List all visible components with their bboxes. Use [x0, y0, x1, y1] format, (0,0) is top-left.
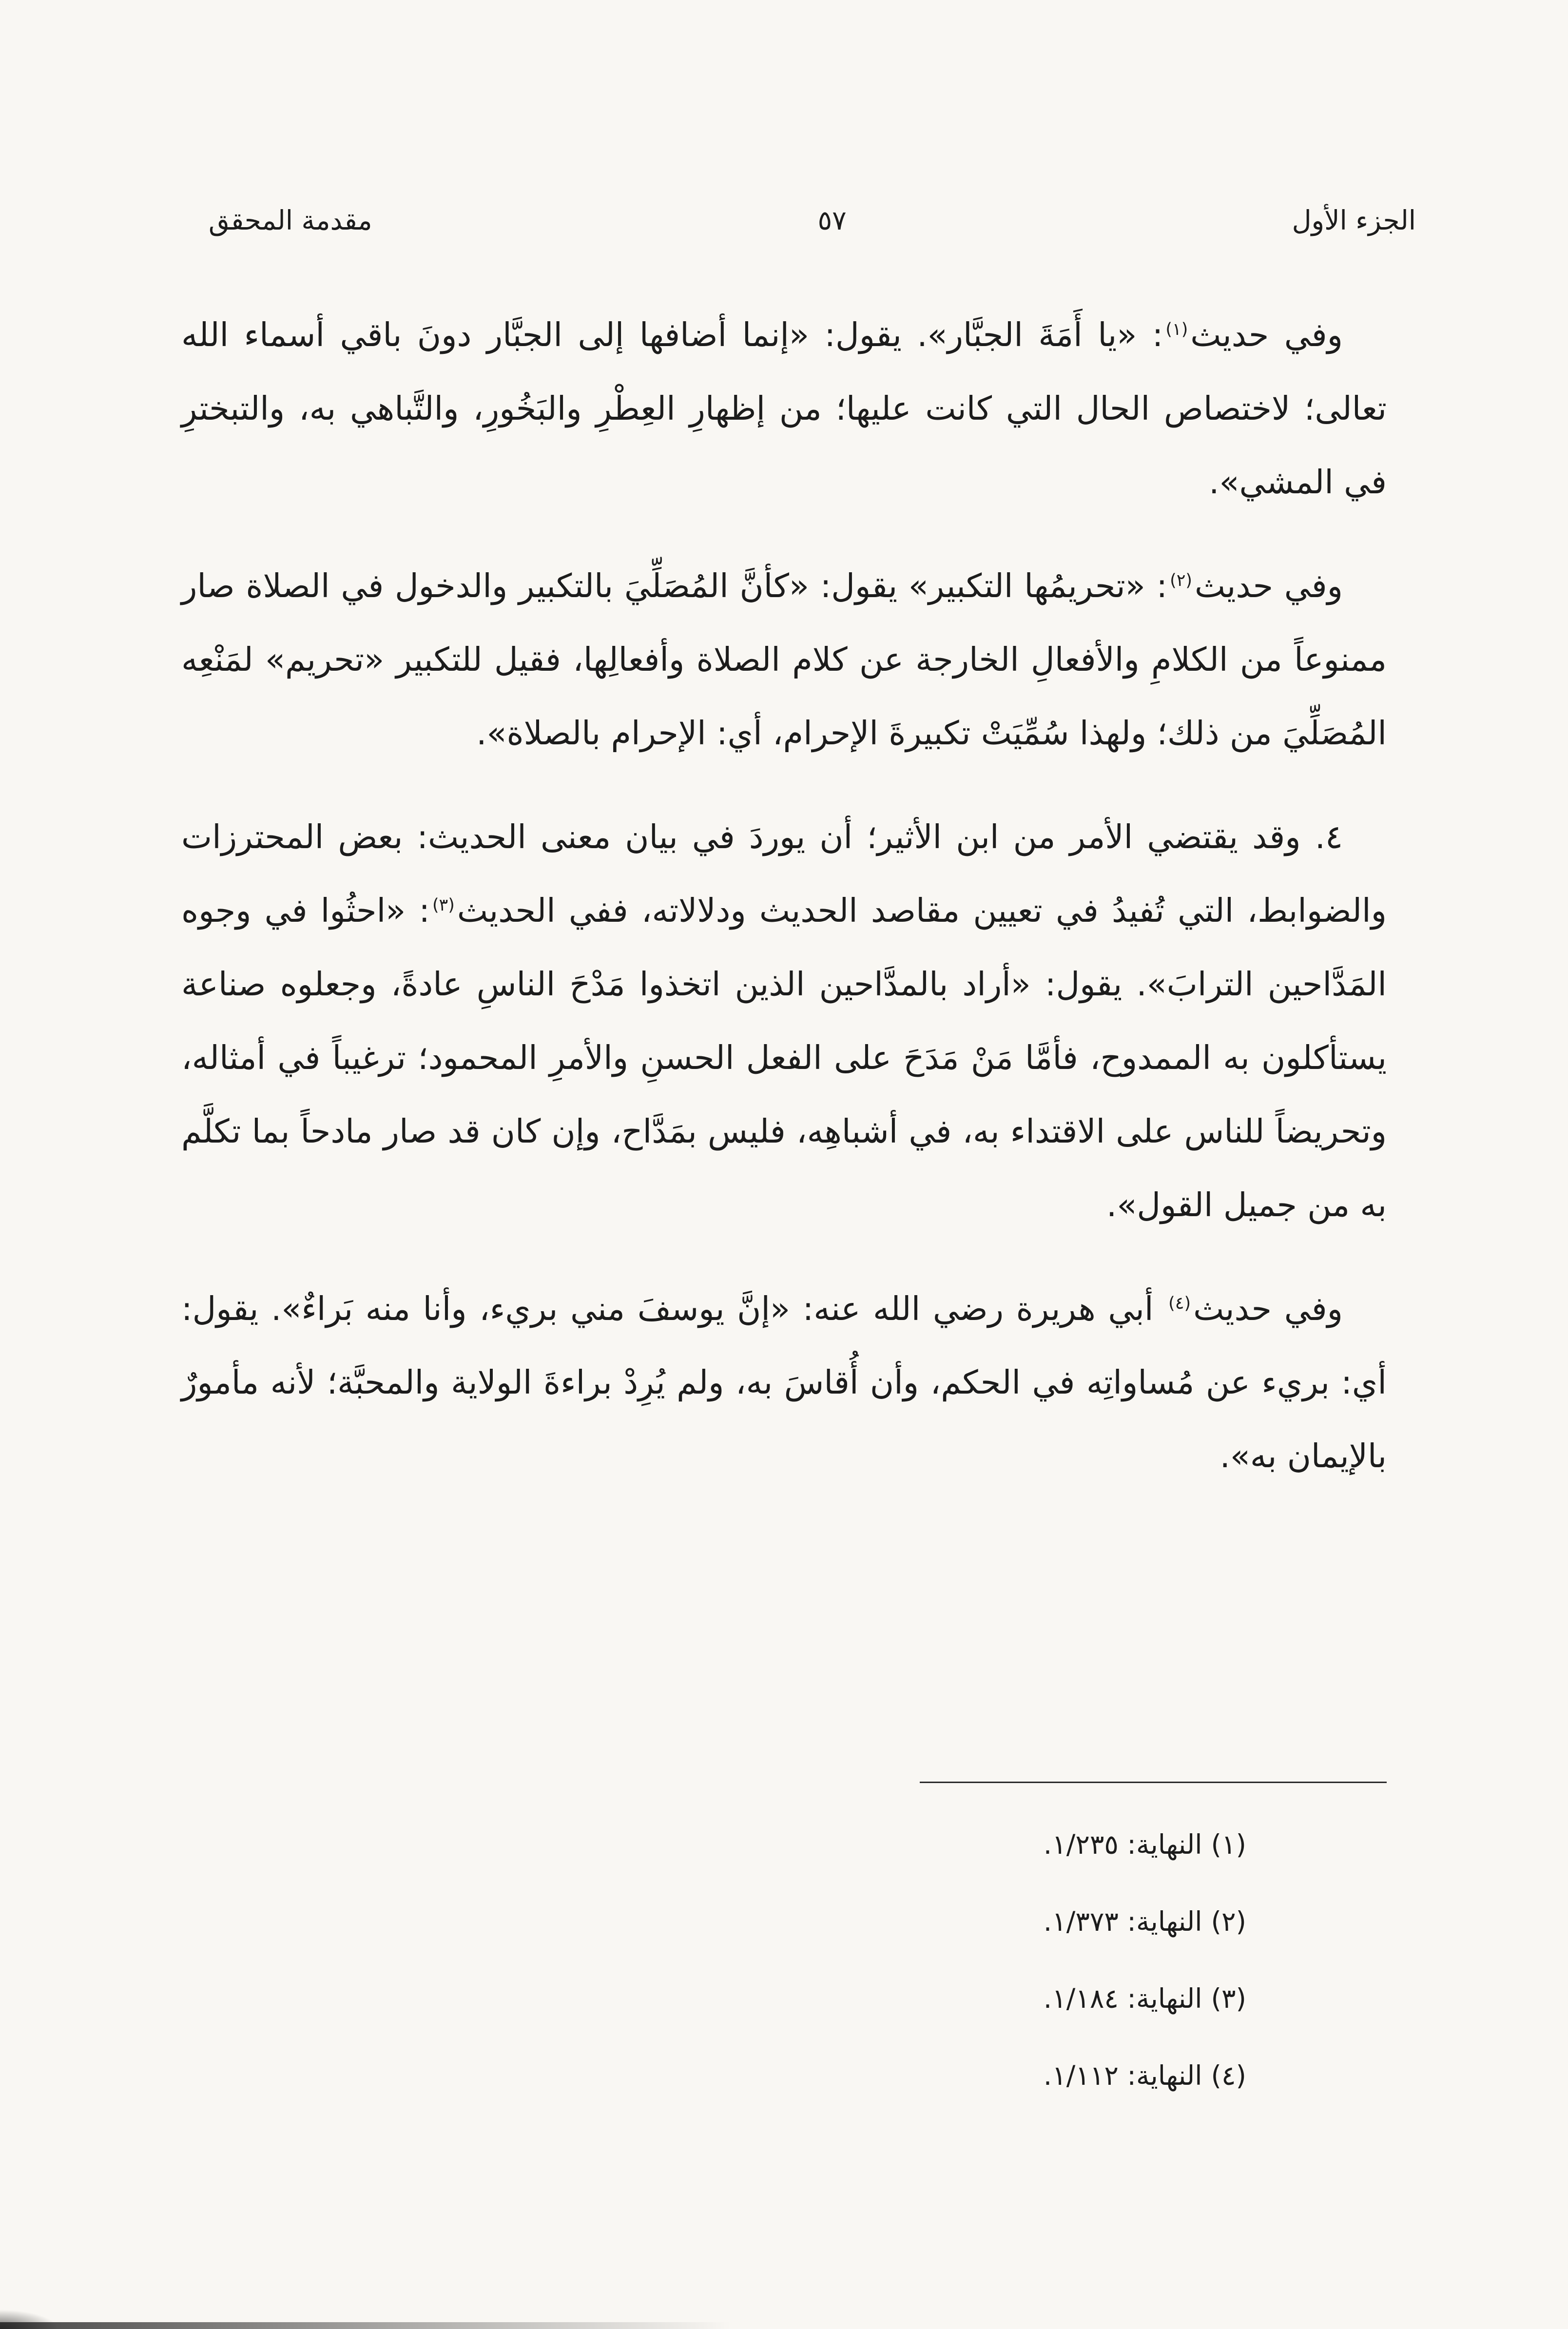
- paragraph-text: : «احثُوا في وجوه المَدَّاحين الترابَ». يقول: «أراد بالمدَّاحين الذين اتخذوا مَدْحَ الناسِ عادةً، وجعلوه صناعة يستأكلون به الممدوح، فأمَّا مَنْ مَدَحَ على الفعل الحسنِ والأمرِ المحمود؛ ترغيباً في أمثاله، وتحريضاً للناس على الاقتداء به، في أشباهِه، فليس بمَدَّاح، وإن كان قد صار مادحاً بما تكلَّم به من جميل القول».: [181, 892, 1387, 1224]
- paragraph-hadith-ya-amat-al-jabbar: [181, 298, 1387, 519]
- section-title: مقدمة المحقق: [209, 205, 372, 236]
- body-text: [181, 298, 1387, 1523]
- page-header: [209, 205, 1416, 236]
- paragraph-text: وفي حديث: [1195, 567, 1343, 605]
- paragraph-text: : «تحريمُها التكبير» يقول: «كأنَّ المُصَلِّيَ بالتكبير والدخول في الصلاة صار ممنوعاً من الكلامِ والأفعالِ الخارجة عن كلام الصلاة وأفعالِها، فقيل للتكبير «تحريم» لمَنْعِه المُصَلِّيَ من ذلك؛ ولهذا سُمِّيَتْ تكبيرةَ الإحرام، أي: الإحرام بالصلاة».: [181, 567, 1387, 752]
- paragraph-hadith-abu-hurayra: [181, 1272, 1387, 1493]
- paragraph-hadith-tahrimuha-at-takbir: [181, 549, 1387, 770]
- footnote-marker: (٢): [1211, 1906, 1246, 1937]
- footnote-text: النهاية: ١/١٨٤.: [1043, 1983, 1202, 2014]
- footnote-item-3: [485, 1983, 1387, 2014]
- footnote-ref-2: (٢): [1170, 570, 1192, 590]
- page-number: ٥٧: [817, 205, 847, 236]
- scan-artifact-bottom-edge: [0, 2322, 731, 2329]
- paragraph-text: وفي حديث: [1193, 1290, 1343, 1328]
- footnote-marker: (٤): [1211, 2060, 1246, 2091]
- footnote-ref-3: (٣): [432, 895, 455, 915]
- footnotes-section: [485, 1782, 1387, 2091]
- footnote-text: النهاية: ١/٣٧٣.: [1043, 1906, 1202, 1937]
- footnote-item-2: [485, 1906, 1387, 1937]
- paragraph-text: أبي هريرة رضي الله عنه: «إنَّ يوسفَ مني بريء، وأنا منه بَراءٌ». يقول: أي: بريء عن مُساواتِه في الحكم، وأن أُقاسَ به، ولم يُرِدْ براءةَ الولاية والمحبَّة؛ لأنه مأمورٌ بالإيمان به».: [181, 1290, 1387, 1475]
- footnote-text: النهاية: ١/١١٢.: [1043, 2060, 1202, 2091]
- footnote-item-1: [485, 1829, 1387, 1860]
- footnote-marker: (١): [1211, 1829, 1246, 1860]
- footnote-text: النهاية: ١/٢٣٥.: [1043, 1829, 1202, 1860]
- footnote-item-4: [485, 2060, 1387, 2091]
- paragraph-section-4-maddahin: [181, 800, 1387, 1242]
- volume-title: الجزء الأول: [1292, 205, 1416, 236]
- paragraph-text: وفي حديث: [1190, 316, 1343, 354]
- paragraph-text: : «يا أَمَةَ الجبَّار». يقول: «إنما أضافها إلى الجبَّار دونَ باقي أسماء الله تعالى؛ لاختصاص الحال التي كانت عليها؛ من إظهارِ العِطْرِ والبَخُورِ، والتَّباهي به، والتبخترِ في المشي».: [181, 316, 1387, 501]
- scan-artifact-bottom-left-corner: [0, 2310, 58, 2329]
- footnote-ref-4: (٤): [1168, 1293, 1191, 1313]
- paragraph-text: ٤. وقد يقتضي الأمر من ابن الأثير؛ أن يوردَ في بيان معنى الحديث: بعض المحترزات والضوابط، التي تُفيدُ في تعيين مقاصد الحديث ودلالاته، ففي الحديث: [181, 818, 1387, 930]
- footnote-marker: (٣): [1211, 1983, 1246, 2014]
- footnote-ref-1: (١): [1165, 319, 1188, 339]
- footnote-divider: [920, 1782, 1387, 1783]
